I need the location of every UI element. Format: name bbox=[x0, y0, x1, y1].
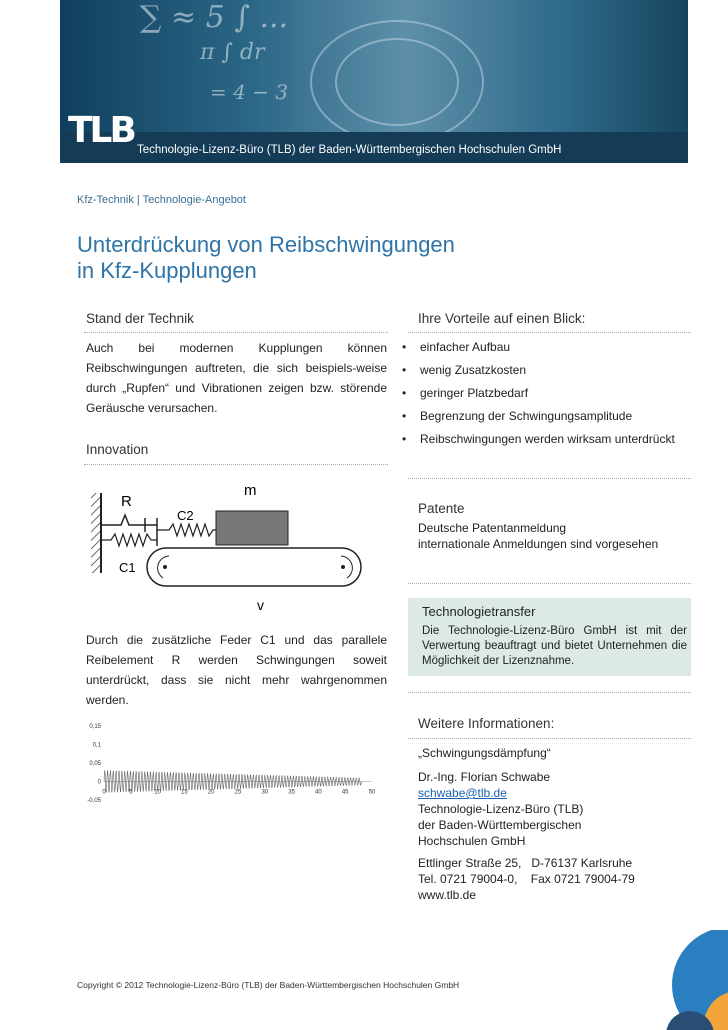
stand-heading: Stand der Technik bbox=[86, 311, 194, 326]
series-line-0 bbox=[104, 770, 361, 792]
divider bbox=[408, 332, 691, 333]
divider bbox=[408, 478, 691, 479]
mass-block bbox=[216, 511, 288, 545]
transfer-heading: Technologietransfer bbox=[422, 604, 536, 619]
label-r: R bbox=[121, 493, 132, 510]
title-line-2: in Kfz-Kupplungen bbox=[77, 258, 257, 283]
banner-formula-decoration: ∑ ≈ 5 ∫ ... bbox=[140, 0, 289, 35]
divider bbox=[408, 738, 691, 739]
x-tick-label: 25 bbox=[234, 789, 242, 796]
list-item: • Begrenzung der Schwingungsamplitude bbox=[400, 409, 700, 423]
header-org-line: Technologie-Lizenz-Büro (TLB) der Baden-Württembergischen Hochschulen GmbH bbox=[137, 144, 562, 156]
patente-line-1: Deutsche Patentanmeldung bbox=[418, 521, 567, 535]
x-tick-label: 10 bbox=[154, 789, 161, 796]
friction-element bbox=[101, 515, 145, 525]
org-line-2: der Baden-Württembergischen bbox=[418, 818, 582, 832]
tlb-logo: TLB bbox=[68, 110, 134, 151]
innovation-heading: Innovation bbox=[86, 442, 149, 457]
divider bbox=[408, 583, 691, 584]
list-item: • einfacher Aufbau bbox=[400, 340, 700, 354]
wall-hatch bbox=[91, 493, 101, 573]
vorteile-list bbox=[400, 340, 700, 455]
innovation-text: Durch die zusätzliche Feder C1 und das parallele Reibelement R werden Schwingungen soweit unterdrückt, dass sie nicht mehr wahrgenommen werden. bbox=[86, 633, 387, 707]
org-line-3: Hochschulen GmbH bbox=[418, 834, 526, 848]
y-tick-label: -0,05 bbox=[87, 798, 101, 804]
patente-heading: Patente bbox=[418, 501, 465, 516]
y-tick-label: 0,15 bbox=[89, 724, 101, 730]
banner-lab-dish-decoration bbox=[335, 38, 459, 126]
divider bbox=[84, 464, 388, 465]
y-tick-label: 0 bbox=[97, 779, 101, 786]
divider bbox=[84, 332, 388, 333]
footer-copyright: Copyright © 2012 Technologie-Lizenz-Büro (TLB) der Baden-Württembergischen Hochschulen GmbH bbox=[77, 980, 460, 990]
banner-formula-decoration: = 4 − 3 bbox=[210, 80, 289, 104]
address-line: Ettlinger Straße 25, D-76137 Karlsruhe bbox=[418, 856, 633, 870]
vorteile-heading: Ihre Vorteile auf einen Blick: bbox=[418, 311, 586, 326]
x-tick-label: 0 bbox=[102, 789, 106, 796]
phone-fax-line: Tel. 0721 79004-0, Fax 0721 79004-79 bbox=[418, 872, 635, 886]
list-item: • wenig Zusatzkosten bbox=[400, 363, 700, 377]
oscillation-chart bbox=[80, 718, 385, 810]
stand-text: Auch bei modernen Kupplungen können Reibschwingungen auftreten, die sich beispiels-weise durch „Rupfen“ und Vibrationen zeigen bzw. störende Geräusche verursachen. bbox=[86, 341, 387, 415]
corner-decoration bbox=[660, 930, 728, 1030]
label-v: v bbox=[257, 597, 264, 613]
technologietransfer-box bbox=[408, 598, 691, 676]
website-link[interactable]: www.tlb.de bbox=[418, 888, 477, 902]
label-m: m bbox=[244, 482, 257, 499]
spring-c2 bbox=[157, 524, 216, 536]
category-line: Kfz-Technik | Technologie-Angebot bbox=[77, 194, 246, 206]
list-item: • Reibschwingungen werden wirksam unterdrückt bbox=[400, 432, 700, 446]
x-tick-label: 20 bbox=[207, 789, 215, 796]
contact-email-link[interactable]: schwabe@tlb.de bbox=[418, 786, 507, 800]
contact-name: Dr.-Ing. Florian Schwabe bbox=[418, 770, 551, 784]
transfer-text: Die Technologie-Lizenz-Büro GmbH ist mit der Verwertung beauftragt und bietet Unternehmen die Möglichkeit der Lizenznahme. bbox=[422, 625, 687, 667]
org-line-1: Technologie-Lizenz-Büro (TLB) bbox=[418, 802, 584, 816]
x-tick-label: 45 bbox=[341, 789, 349, 796]
conveyor-belt bbox=[147, 548, 361, 586]
x-tick-label: 40 bbox=[315, 789, 322, 796]
x-tick-label: 5 bbox=[129, 789, 133, 796]
y-tick-label: 0,05 bbox=[89, 761, 101, 767]
patente-line-2: internationale Anmeldungen sind vorgesehen bbox=[418, 537, 659, 551]
x-tick-label: 50 bbox=[368, 789, 376, 796]
x-tick-label: 35 bbox=[288, 789, 295, 796]
divider bbox=[408, 692, 691, 693]
label-c1: C1 bbox=[119, 560, 136, 575]
header-banner bbox=[60, 0, 688, 163]
title-line-1: Unterdrückung von Reibschwingungen bbox=[77, 232, 455, 257]
list-item: • geringer Platzbedarf bbox=[400, 386, 700, 400]
x-tick-label: 15 bbox=[181, 789, 188, 796]
spring-mass-diagram bbox=[85, 478, 385, 613]
page-title bbox=[77, 232, 455, 284]
label-c2: C2 bbox=[177, 508, 194, 523]
info-heading: Weitere Informationen: bbox=[418, 716, 555, 731]
x-tick-label: 30 bbox=[261, 789, 269, 796]
y-tick-label: 0,1 bbox=[92, 742, 101, 749]
banner-formula-decoration: π ∫ dr bbox=[200, 40, 265, 65]
spring-c1 bbox=[101, 534, 157, 546]
info-reference: „Schwingungsdämpfung“ bbox=[418, 746, 551, 760]
